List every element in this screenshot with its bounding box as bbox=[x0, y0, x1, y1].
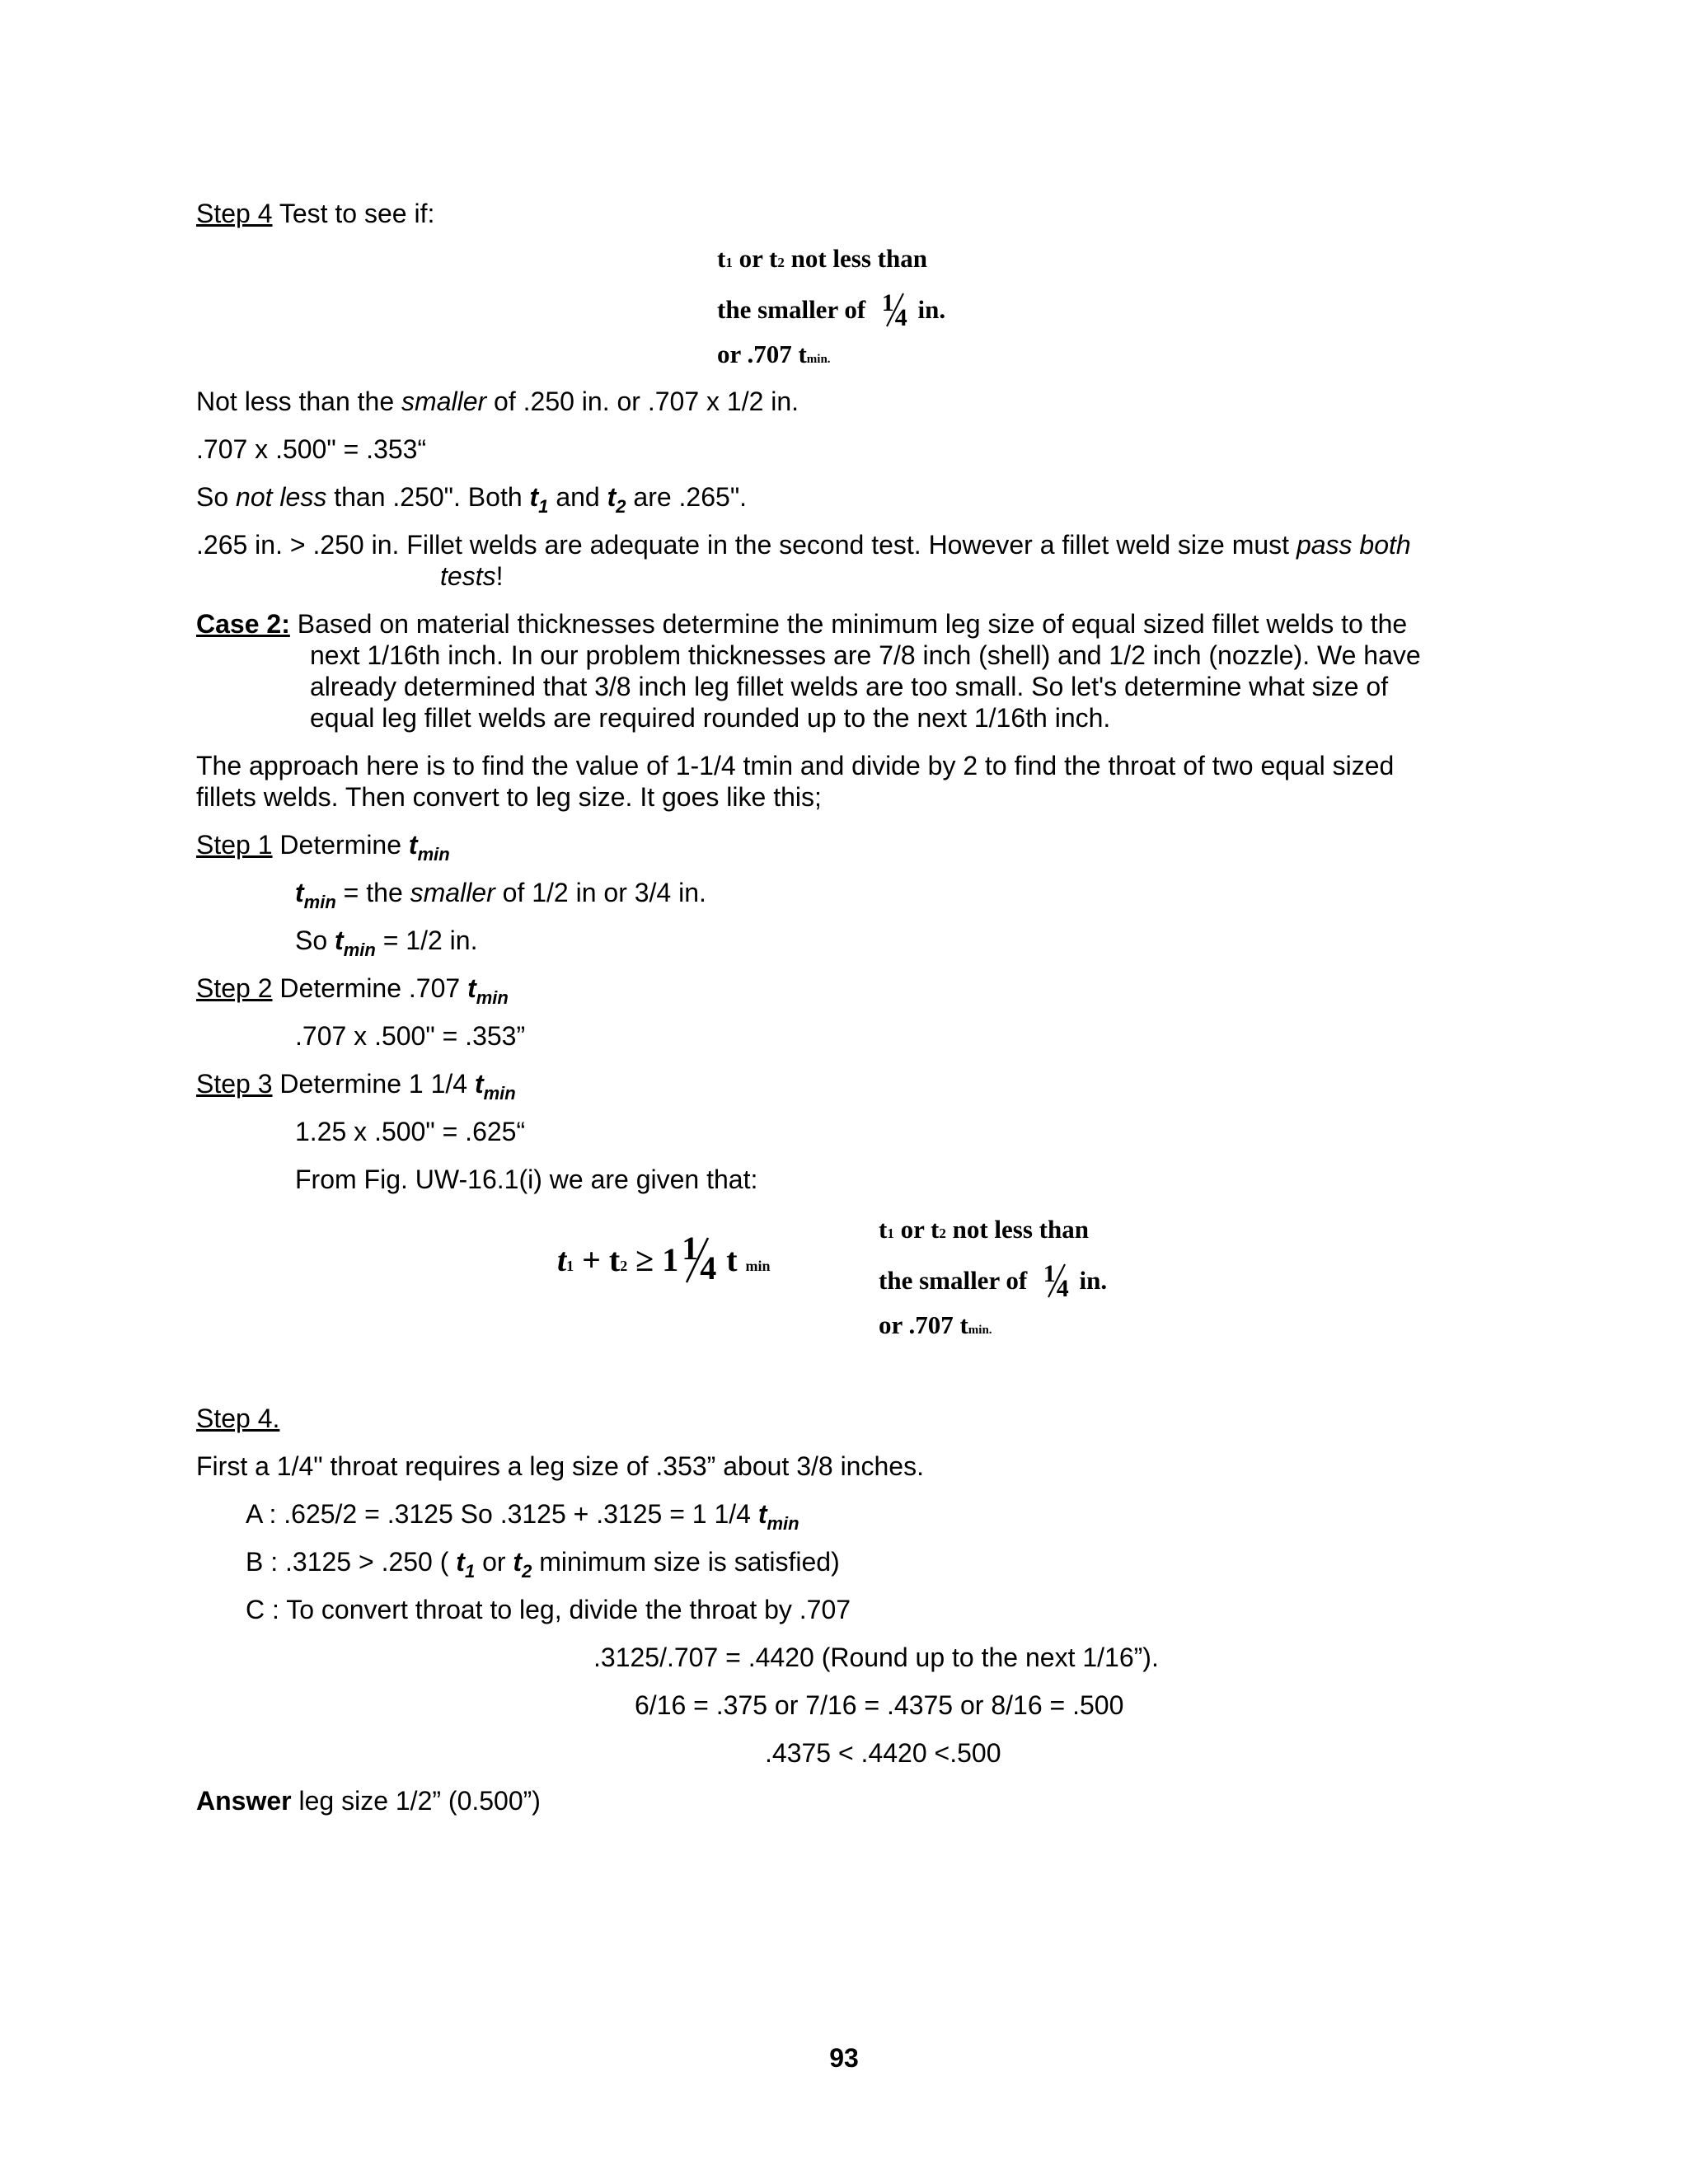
eq-t1: t bbox=[557, 1241, 567, 1278]
text-span: are .265". bbox=[626, 482, 748, 512]
variable-subscript: min bbox=[476, 987, 509, 1008]
case2-line-4: equal leg fillet welds are required rounded up to the next 1/16th inch. bbox=[310, 703, 1111, 733]
text-line bbox=[440, 560, 503, 592]
variable-subscript: min bbox=[767, 1513, 799, 1534]
text-line bbox=[196, 481, 748, 517]
criteria-t1: t bbox=[879, 1215, 888, 1244]
text-line bbox=[196, 529, 1411, 560]
step4b-a bbox=[246, 1498, 799, 1534]
step1-line-3 bbox=[295, 925, 478, 960]
fraction-denominator: 4 bbox=[700, 1249, 717, 1286]
text-span: ! bbox=[495, 561, 504, 591]
criteria-smaller-of: the smaller of bbox=[879, 1266, 1028, 1295]
text-span: Not less than the bbox=[196, 387, 402, 416]
variable-subscript: min bbox=[417, 844, 450, 865]
step2-heading bbox=[196, 972, 509, 1008]
variable-t: t bbox=[529, 482, 539, 512]
variable-t: t bbox=[467, 973, 476, 1003]
italic-span: not less bbox=[236, 482, 327, 512]
text-span: .265 in. > .250 in. Fillet welds are adequate in the second test. However a fillet weld size must bbox=[196, 530, 1296, 560]
variable-t: t bbox=[757, 1499, 767, 1529]
text-span: than .250". Both bbox=[326, 482, 530, 512]
eq-quarter-fraction bbox=[678, 1230, 718, 1286]
step4b-first: First a 1/4" throat requires a leg size of .353” about 3/8 inches. bbox=[196, 1451, 924, 1481]
italic-span: tests bbox=[440, 561, 496, 591]
step2-calc: .707 x .500" = .353” bbox=[295, 1021, 526, 1051]
text-span: B : .3125 > .250 ( bbox=[246, 1547, 457, 1577]
criteria-or: or t bbox=[893, 1215, 940, 1244]
criteria-min-sub: min. bbox=[968, 1324, 992, 1337]
variable-subscript: min bbox=[343, 940, 376, 960]
approach-line-2: fillets welds. Then convert to leg size. It goes like this; bbox=[196, 782, 822, 812]
italic-span: pass both bbox=[1296, 530, 1411, 560]
case2-line-1 bbox=[196, 608, 1407, 640]
variable-subscript: min bbox=[483, 1083, 516, 1104]
step-label: Step 2 bbox=[196, 973, 273, 1003]
variable-t: t bbox=[513, 1547, 523, 1577]
eq-sub1: 1 bbox=[566, 1258, 574, 1274]
criteria-or: or t bbox=[732, 244, 778, 273]
criteria-sub1: 1 bbox=[887, 1226, 894, 1241]
criteria-707: or .707 t bbox=[879, 1310, 968, 1339]
criteria-t1: t bbox=[717, 244, 726, 273]
italic-span: smaller bbox=[410, 878, 495, 907]
fraction-denominator: 4 bbox=[1056, 1275, 1069, 1302]
step4b-b bbox=[246, 1546, 840, 1582]
eq-plus-t2: + t bbox=[574, 1241, 621, 1278]
criteria-rest: not less than bbox=[784, 244, 927, 273]
text-span: So bbox=[295, 926, 335, 955]
eq-t: t bbox=[718, 1241, 738, 1278]
step1-heading bbox=[196, 829, 450, 865]
text-span: Based on material thicknesses determine the minimum leg size of equal sized fillet welds to the bbox=[289, 609, 1408, 639]
criteria-sub2: 2 bbox=[939, 1226, 946, 1241]
text-span: of 1/2 in or 3/4 in. bbox=[495, 878, 706, 907]
criteria-min-sub: min. bbox=[806, 353, 831, 366]
step4-heading bbox=[196, 198, 434, 229]
variable-t: t bbox=[295, 878, 304, 907]
criteria-sub1: 1 bbox=[725, 255, 733, 270]
variable-subscript: 2 bbox=[522, 1561, 532, 1582]
text-span: of .250 in. or .707 x 1/2 in. bbox=[486, 387, 799, 416]
variable-subscript: 1 bbox=[538, 496, 549, 517]
eq-min: min bbox=[745, 1258, 771, 1274]
fraction-numerator: 1 bbox=[1043, 1260, 1056, 1287]
fraction-denominator: 4 bbox=[894, 304, 907, 331]
fraction-numerator: 1 bbox=[881, 289, 894, 316]
variable-subscript: 2 bbox=[616, 496, 626, 517]
text-span: Determine .707 bbox=[272, 973, 468, 1003]
fillet-equation bbox=[557, 1230, 771, 1286]
variable-t: t bbox=[335, 926, 344, 955]
answer-line bbox=[196, 1785, 541, 1816]
text-span: So bbox=[196, 482, 237, 512]
text-span: = 1/2 in. bbox=[375, 926, 478, 955]
step3-from-fig: From Fig. UW-16.1(i) we are given that: bbox=[295, 1165, 758, 1194]
criteria-line-1 bbox=[717, 244, 927, 278]
page-number: 93 bbox=[829, 2043, 859, 2073]
criteria-line-3 bbox=[717, 340, 831, 374]
case2-line-3: already determined that 3/8 inch leg fillet welds are too small. So let's determine what size of bbox=[310, 672, 1389, 701]
step-label: Step 3 bbox=[196, 1069, 273, 1099]
step3-heading bbox=[196, 1068, 516, 1104]
step4b-calc-3: .4375 < .4420 <.500 bbox=[765, 1738, 1001, 1768]
case-label: Case 2: bbox=[196, 609, 290, 639]
variable-t: t bbox=[607, 482, 617, 512]
answer-label: Answer bbox=[196, 1786, 292, 1816]
criteria2-line-3 bbox=[879, 1310, 992, 1345]
text-span: A : .625/2 = .3125 So .3125 + .3125 = 1 1/4 bbox=[246, 1499, 758, 1529]
text-span: and bbox=[548, 482, 607, 512]
text-span: Determine bbox=[272, 830, 409, 860]
eq-sub2: 2 bbox=[620, 1258, 628, 1274]
criteria-rest: not less than bbox=[945, 1215, 1089, 1244]
text-line bbox=[196, 386, 799, 417]
variable-subscript: min bbox=[303, 892, 336, 912]
criteria2-line-2 bbox=[879, 1260, 1108, 1302]
step4b-calc-1: .3125/.707 = .4420 (Round up to the next 1/16”). bbox=[593, 1643, 1159, 1672]
quarter-fraction bbox=[879, 289, 912, 331]
text-span: or bbox=[475, 1547, 513, 1577]
criteria-707: or .707 t bbox=[717, 340, 807, 368]
approach-line-1: The approach here is to find the value of 1-1/4 tmin and divide by 2 to find the throat of two equal sized bbox=[196, 751, 1395, 780]
step-label: Step 1 bbox=[196, 830, 273, 860]
step-text: Test to see if: bbox=[272, 199, 435, 228]
step4b-heading: Step 4. bbox=[196, 1404, 280, 1433]
variable-t: t bbox=[408, 830, 418, 860]
criteria2-line-1 bbox=[879, 1215, 1089, 1249]
variable-subscript: 1 bbox=[464, 1561, 476, 1582]
variable-t: t bbox=[474, 1069, 484, 1099]
answer-text: leg size 1/2” (0.500”) bbox=[291, 1786, 541, 1816]
step-label: Step 4 bbox=[196, 199, 273, 228]
case2-line-2: next 1/16th inch. In our problem thicknesses are 7/8 inch (shell) and 1/2 inch (nozzle). We have bbox=[310, 640, 1421, 670]
criteria-line-2 bbox=[717, 289, 946, 331]
step4b-calc-2: 6/16 = .375 or 7/16 = .4375 or 8/16 = .500 bbox=[635, 1690, 1124, 1720]
criteria-unit: in. bbox=[917, 295, 946, 324]
text-span: minimum size is satisfied) bbox=[532, 1547, 840, 1577]
text-span: = the bbox=[335, 878, 410, 907]
step1-line-2 bbox=[295, 877, 706, 912]
text-span: Determine 1 1/4 bbox=[272, 1069, 475, 1099]
quarter-fraction bbox=[1040, 1260, 1073, 1302]
text-line: .707 x .500" = .353“ bbox=[196, 434, 427, 464]
italic-span: smaller bbox=[401, 387, 487, 416]
step3-calc: 1.25 x .500" = .625“ bbox=[295, 1117, 526, 1146]
variable-t: t bbox=[456, 1547, 465, 1577]
criteria-unit: in. bbox=[1079, 1266, 1108, 1295]
criteria-sub2: 2 bbox=[777, 255, 785, 270]
fraction-numerator: 1 bbox=[682, 1230, 699, 1267]
eq-geq: ≥ 1 bbox=[627, 1241, 679, 1278]
step4b-c: C : To convert throat to leg, divide the throat by .707 bbox=[246, 1595, 851, 1624]
criteria-smaller-of: the smaller of bbox=[717, 295, 866, 324]
